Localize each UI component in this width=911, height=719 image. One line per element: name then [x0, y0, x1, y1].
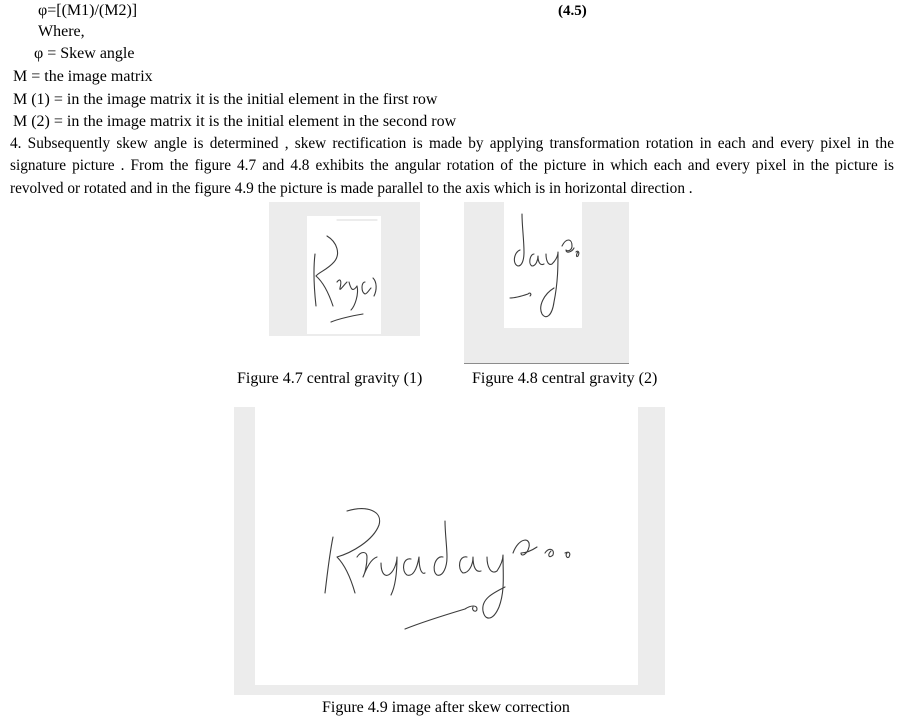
figure-4-8-signature-area: [504, 202, 582, 328]
figure-4-7-signature: [307, 216, 381, 334]
definition-phi: φ = Skew angle: [34, 45, 135, 62]
where-label: Where,: [38, 23, 85, 40]
figure-4-8-baseline: [464, 363, 629, 364]
figure-4-7-caption: Figure 4.7 central gravity (1): [237, 370, 423, 387]
equation-formula: φ=[(M1)/(M2)]: [38, 2, 138, 19]
figure-4-7-signature-area: [307, 216, 381, 334]
figure-4-9-image: [234, 407, 665, 695]
definition-m1: M (1) = in the image matrix it is the initial element in the first row: [13, 91, 438, 108]
figure-4-7-image: [269, 202, 420, 336]
figure-4-8-caption: Figure 4.8 central gravity (2): [472, 370, 658, 387]
figure-4-9-signature-area: [255, 407, 638, 685]
figure-4-8-signature: [504, 202, 582, 328]
body-paragraph: 4. Subsequently skew angle is determined , skew rectification is made by applying transformation rotation in each and every pixel in the signature picture . From the figure 4.7 and 4.8 exhibits the angular rotation of the picture in which each and every pixel in the picture is revolved or rotated and in the figure 4.9 the picture is made parallel to the axis which is in horizontal direction .: [10, 135, 894, 197]
figure-4-9-signature: [255, 407, 638, 685]
figure-4-9-caption: Figure 4.9 image after skew correction: [322, 699, 570, 716]
definition-m: M = the image matrix: [13, 68, 153, 85]
equation-number: (4.5): [558, 3, 587, 19]
figure-4-8-image: [464, 202, 629, 364]
definition-m2: M (2) = in the image matrix it is the initial element in the second row: [13, 113, 457, 130]
